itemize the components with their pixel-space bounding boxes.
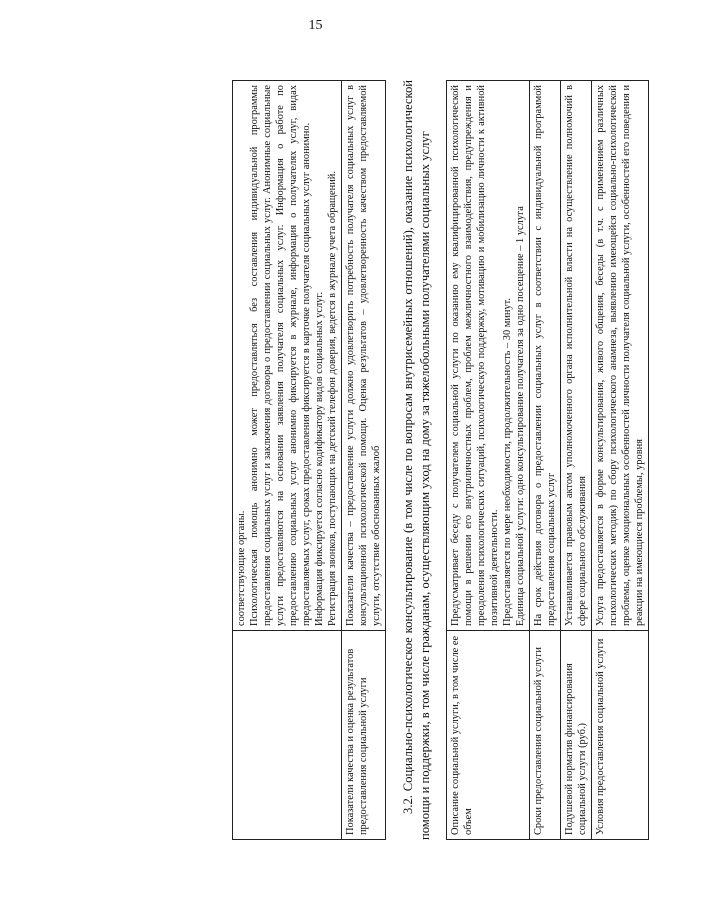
table-cell-content: [561, 81, 592, 631]
page-number: 15: [308, 18, 323, 33]
table-cell-label: [233, 631, 342, 840]
paragraph: Предоставляется по мере необходимости, продолжительность – 30 минут.: [502, 297, 513, 626]
service-table: [446, 80, 649, 840]
table-row: [447, 81, 530, 840]
table-cell-label: Сроки предоставления социальной услуги: [530, 631, 561, 840]
paragraph: Регистрация звонков, поступающих на детский телефон доверия, ведется в журнале учета обращений.: [327, 171, 338, 626]
table-row: [233, 81, 342, 840]
table-cell-content: [530, 81, 561, 631]
paragraph: Предусматривает беседу с получателем социальной услуги по оказанию ему квалифицированной психологической помощи в решении его внутриличностных проблем, проблем межличностного взаимодействия, предупреждения и преодоления психологических ситуаций, психологическую поддержку, мотивацию и мобилизацию личности к активной позитивной деятельности.: [450, 85, 500, 626]
rotated-page-content: [232, 80, 702, 840]
table-cell-content: [592, 81, 649, 631]
table-cell-content: [342, 81, 386, 631]
paragraph: Устанавливается правовым актом уполномоченного органа исполнительной власти на осуществление полномочий в сфере социального обслуживания: [564, 85, 588, 626]
paragraph: Информация фиксируется согласно кодификатору видов социальных услуг.: [314, 291, 325, 626]
table-cell-label: Условия предоставления социальной услуги: [592, 631, 649, 840]
table-row: [342, 81, 386, 840]
table-cell-label: Подушевой норматив финансирования социальной услуги (руб.): [561, 631, 592, 840]
table-cell-label: Описание социальной услуги, в том числе ее объем: [447, 631, 530, 840]
table-continuation: [232, 80, 386, 840]
paragraph: соответствующие органы.: [236, 510, 247, 626]
paragraph: На срок действия договора о предоставлении социальных услуг в соответствии с индивидуальной программой предоставления социальных услуг: [533, 85, 557, 626]
table-cell-content: [233, 81, 342, 631]
paragraph: Единица социальной услуги: одно консультирование получателя за одно посещение – 1 услуга: [515, 206, 526, 626]
table-cell-content: [447, 81, 530, 631]
table-row: [530, 81, 561, 840]
table-cell-label: Показатели качества и оценка результатов предоставления социальной услуги: [342, 631, 386, 840]
paragraph: Услуга предоставляется в форме консультирования, живого общения, беседы (в т.ч. с применением различных психологических методик) по сбору психологического анамнеза, выявлению имеющейся социально-психологической проблемы, оценке эмоциональных особенностей личности получателя социальной услуги, особенностей его поведения и реакции на имеющиеся проблемы, уровня: [595, 85, 645, 626]
table-row: [592, 81, 649, 840]
section-heading: 3.2. Социально-психологическое консультирование (в том числе по вопросам внутрисемейных отношений), оказание психологической помощи и поддержки, в том числе гражданам, осуществляющим уход на дому за тяжелобольными получателями социальных услуг: [401, 80, 432, 840]
paragraph: Показатели качества – предоставление услуги должно удовлетворить потребность получателя социальных услуг в консультационной психологической помощи. Оценка результатов – удовлетворенность качеством предоставляемой услуги, отсутствие обоснованных жалоб: [345, 85, 382, 626]
table-row: [561, 81, 592, 840]
paragraph: Психологическая помощь анонимно может предоставляться без составления индивидуальной программы предоставления социальных услуг и заключения договора о предоставлении социальных услуг. Анонимные социальные услуги предоставляются на основании заявления получателя социальных услуг. Информация о работе по предоставлению социальных услуг анонимно фиксируется в журнале, информация о получателях услуг, видах предоставляемых услуг, сроках предоставления фиксируется в карточке получателя социальных услуг анонимно.: [249, 85, 312, 626]
